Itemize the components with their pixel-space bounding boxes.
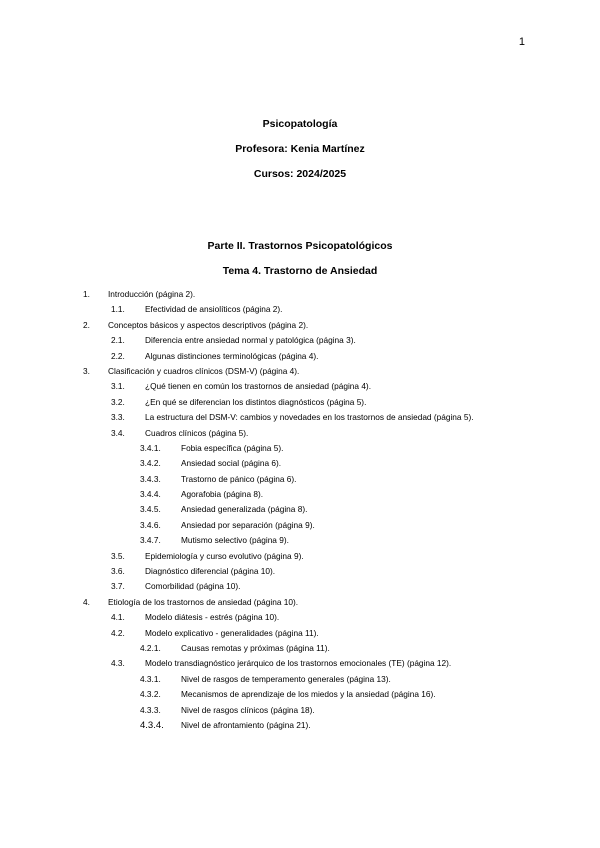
- toc-entry-text: Conceptos básicos y aspectos descriptivos (página 2).: [108, 319, 309, 330]
- toc-entry: [0, 656, 600, 671]
- toc-entry-text: Nivel de afrontamiento (página 21).: [181, 719, 311, 730]
- toc-entry-text: Efectividad de ansiolíticos (página 2).: [145, 304, 283, 315]
- toc-entry: [0, 626, 600, 641]
- toc-entry-text: Fobia específica (página 5).: [181, 442, 284, 453]
- toc-entry-number: 3.1.: [111, 381, 125, 392]
- toc-entry-number: 4.1.: [111, 612, 125, 623]
- toc-entry-text: Nivel de rasgos clínicos (página 18).: [181, 704, 315, 715]
- toc-entry-text: Modelo explicativo - generalidades (página 11).: [145, 627, 319, 638]
- toc-entry-number: 2.: [83, 319, 90, 330]
- toc-entry-number: 3.6.: [111, 566, 125, 577]
- toc-entry: [0, 287, 600, 302]
- toc-entry: [0, 441, 600, 456]
- toc-entry-text: Causas remotas y próximas (página 11).: [181, 642, 330, 653]
- toc-entry-number: 4.3.4.: [140, 719, 164, 731]
- toc-entry-number: 3.: [83, 365, 90, 376]
- toc-entry-number: 3.4.3.: [140, 473, 161, 484]
- toc-entry: [0, 518, 600, 533]
- courses-line: Cursos: 2024/2025: [253, 168, 347, 180]
- toc-entry-text: Ansiedad por separación (página 9).: [181, 519, 315, 530]
- toc-entry: [0, 549, 600, 564]
- toc-entry: [0, 641, 600, 656]
- toc-entry: [0, 687, 600, 702]
- toc-entry: [0, 426, 600, 441]
- toc-entry-text: Modelo diátesis - estrés (página 10).: [145, 612, 280, 623]
- toc-entry-number: 3.4.7.: [140, 535, 161, 546]
- toc-entry-number: 4.: [83, 596, 90, 607]
- toc-entry-number: 4.2.: [111, 627, 125, 638]
- table-of-contents: [0, 287, 600, 733]
- toc-entry-text: Algunas distinciones terminológicas (página 4).: [145, 350, 319, 361]
- toc-entry-number: 3.4.4.: [140, 489, 161, 500]
- toc-entry: [0, 349, 600, 364]
- toc-entry: [0, 595, 600, 610]
- toc-entry-text: Cuadros clínicos (página 5).: [145, 427, 249, 438]
- toc-entry-text: ¿En qué se diferencian los distintos diagnósticos (página 5).: [145, 396, 367, 407]
- toc-entry: [0, 456, 600, 471]
- toc-entry-text: ¿Qué tienen en común los trastornos de ansiedad (página 4).: [145, 381, 371, 392]
- toc-entry: [0, 395, 600, 410]
- toc-entry: [0, 564, 600, 579]
- toc-entry-text: Comorbilidad (página 10).: [145, 581, 241, 592]
- toc-entry: [0, 502, 600, 517]
- toc-entry-number: 4.3.1.: [140, 673, 161, 684]
- toc-entry: [0, 487, 600, 502]
- toc-entry-text: Trastorno de pánico (página 6).: [181, 473, 297, 484]
- toc-entry: [0, 610, 600, 625]
- toc-entry-number: 3.4.1.: [140, 442, 161, 453]
- toc-entry: [0, 333, 600, 348]
- document-title: Psicopatología: [262, 118, 338, 130]
- toc-entry-text: Nivel de rasgos de temperamento generales (página 13).: [181, 673, 391, 684]
- toc-entry-text: Diagnóstico diferencial (página 10).: [145, 566, 276, 577]
- toc-entry-number: 3.4.: [111, 427, 125, 438]
- toc-entry-text: Diferencia entre ansiedad normal y patológica (página 3).: [145, 335, 356, 346]
- page-number: 1: [518, 36, 525, 48]
- toc-entry-text: Etiología de los trastornos de ansiedad (página 10).: [108, 596, 299, 607]
- toc-entry: [0, 672, 600, 687]
- toc-entry-text: Clasificación y cuadros clínicos (DSM-V) (página 4).: [108, 365, 300, 376]
- toc-entry: [0, 364, 600, 379]
- toc-entry: [0, 318, 600, 333]
- toc-entry-number: 3.7.: [111, 581, 125, 592]
- toc-entry: [0, 472, 600, 487]
- toc-entry-text: Ansiedad generalizada (página 8).: [181, 504, 308, 515]
- toc-entry-text: Introducción (página 2).: [108, 289, 196, 299]
- part-heading: Parte II. Trastornos Psicopatológicos: [207, 240, 393, 252]
- toc-entry: [0, 579, 600, 594]
- toc-entry-text: Epidemiología y curso evolutivo (página 9).: [145, 550, 304, 561]
- toc-entry-number: 3.4.2.: [140, 458, 161, 469]
- professor-line: Profesora: Kenia Martínez: [235, 143, 365, 155]
- toc-entry-number: 4.3.: [111, 658, 125, 669]
- toc-entry-number: 3.3.: [111, 412, 125, 423]
- toc-entry: [0, 302, 600, 317]
- toc-entry-number: 1.1.: [111, 304, 125, 315]
- toc-entry-number: 4.3.2.: [140, 689, 161, 700]
- toc-entry-number: 4.2.1.: [140, 642, 161, 653]
- toc-entry: [0, 379, 600, 394]
- toc-entry: [0, 703, 600, 718]
- toc-entry-number: 3.4.5.: [140, 504, 161, 515]
- toc-entry-number: 3.2.: [111, 396, 125, 407]
- toc-entry-text: Modelo transdiagnóstico jerárquico de los trastornos emocionales (TE) (página 12).: [145, 658, 452, 669]
- toc-entry-number: 2.1.: [111, 335, 125, 346]
- toc-entry: [0, 410, 600, 425]
- toc-entry-text: La estructura del DSM-V: cambios y novedades en los trastornos de ansiedad (página 5).: [145, 412, 474, 423]
- toc-entry-text: Ansiedad social (página 6).: [181, 458, 282, 469]
- toc-entry-number: 3.4.6.: [140, 519, 161, 530]
- toc-entry-number: 3.5.: [111, 550, 125, 561]
- toc-entry-number: 4.3.3.: [140, 704, 161, 715]
- toc-entry-text: Agorafobia (página 8).: [181, 489, 264, 500]
- toc-entry: [0, 533, 600, 548]
- toc-entry-number: 1.: [83, 289, 90, 299]
- toc-entry-number: 2.2.: [111, 350, 125, 361]
- topic-heading: Tema 4. Trastorno de Ansiedad: [222, 265, 378, 277]
- toc-entry-text: Mutismo selectivo (página 9).: [181, 535, 289, 546]
- toc-entry-text: Mecanismos de aprendizaje de los miedos y la ansiedad (página 16).: [181, 689, 436, 700]
- toc-entry: [0, 718, 600, 733]
